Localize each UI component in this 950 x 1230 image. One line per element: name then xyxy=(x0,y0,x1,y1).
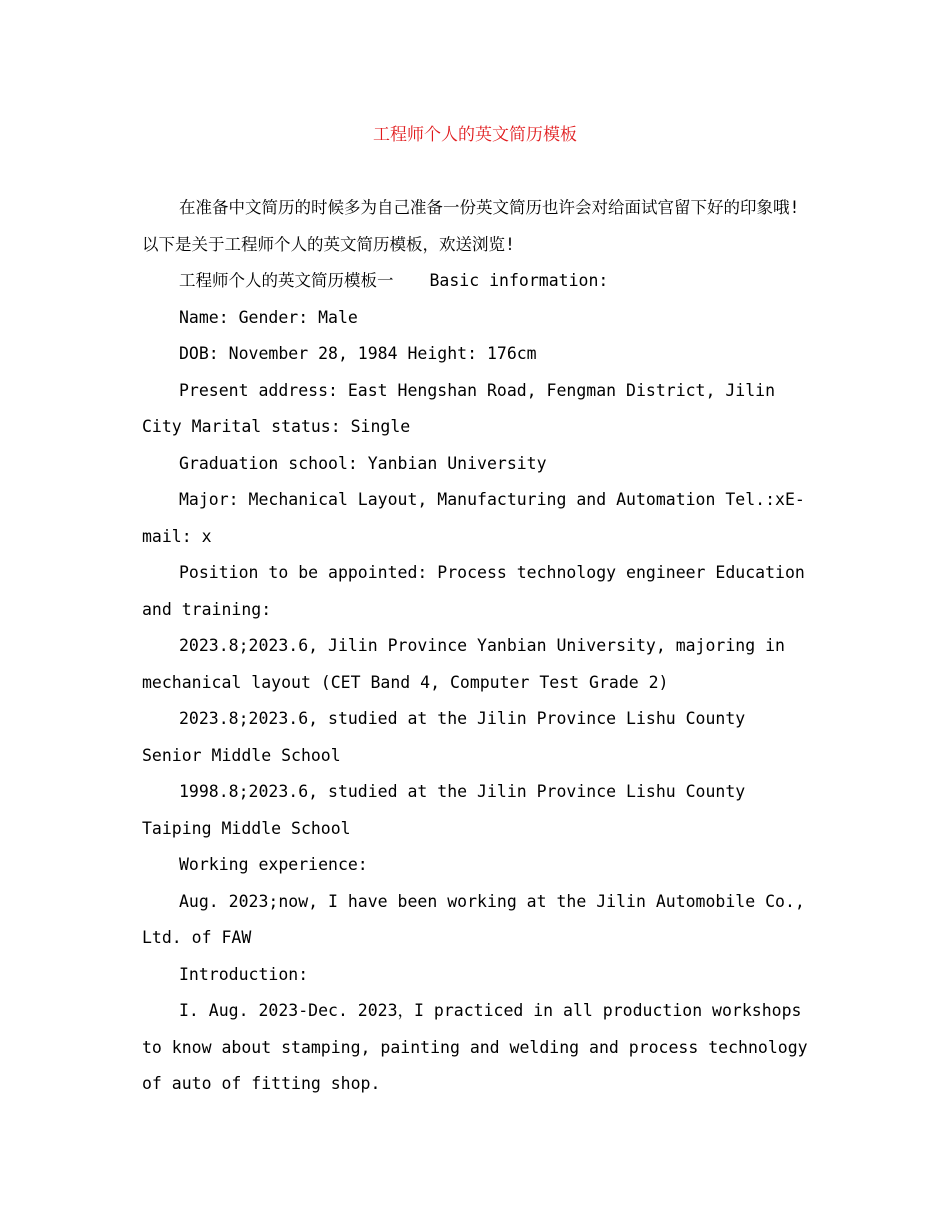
graduation-school-line: Graduation school: Yanbian University xyxy=(179,453,547,473)
working-experience-heading: Working experience: xyxy=(179,855,368,874)
dob-height-line: DOB: November 28, 1984 Height: 176cm xyxy=(179,344,537,363)
document-title: 工程师个人的英文简历模板 xyxy=(373,125,577,145)
template-heading-line xyxy=(142,263,812,300)
template-heading: 工程师个人的英文简历模板一 xyxy=(179,271,394,290)
address-marital-line: Present address: East Hengshan Road, Fengman District, Jilin City Marital status: Single xyxy=(142,380,776,436)
introduction-item-1: I. Aug. 2023-Dec. 2023，I practiced in all production workshops to know about stamping, painting and welding and process technology of auto of fitting shop. xyxy=(142,1001,808,1093)
basic-info-label: Basic information: xyxy=(429,271,609,290)
major-contact-line: Major: Mechanical Layout, Manufacturing and Automation Tel.:xE-mail: x xyxy=(142,490,805,546)
intro-paragraph: 在准备中文简历的时候多为自己准备一份英文简历也许会对给面试官留下好的印象哦!以下是关于工程师个人的英文简历模板，欢送浏览! xyxy=(142,198,800,254)
education-university-line: 2023.8;2023.6, Jilin Province Yanbian University, majoring in mechanical layout (CET Band 4, Computer Test Grade 2) xyxy=(142,636,785,692)
name-gender-line: Name: Gender: Male xyxy=(179,307,358,327)
document-body xyxy=(142,190,812,1103)
education-middle-school-line: 1998.8;2023.6, studied at the Jilin Province Lishu County Taiping Middle School xyxy=(142,782,746,838)
position-education-line: Position to be appointed: Process technology engineer Education and training: xyxy=(142,563,805,619)
introduction-heading: Introduction: xyxy=(179,964,309,984)
education-senior-school-line: 2023.8;2023.6, studied at the Jilin Province Lishu County Senior Middle School xyxy=(142,709,746,765)
work-faw-line: Aug. 2023;now, I have been working at the Jilin Automobile Co., Ltd. of FAW xyxy=(142,891,805,947)
